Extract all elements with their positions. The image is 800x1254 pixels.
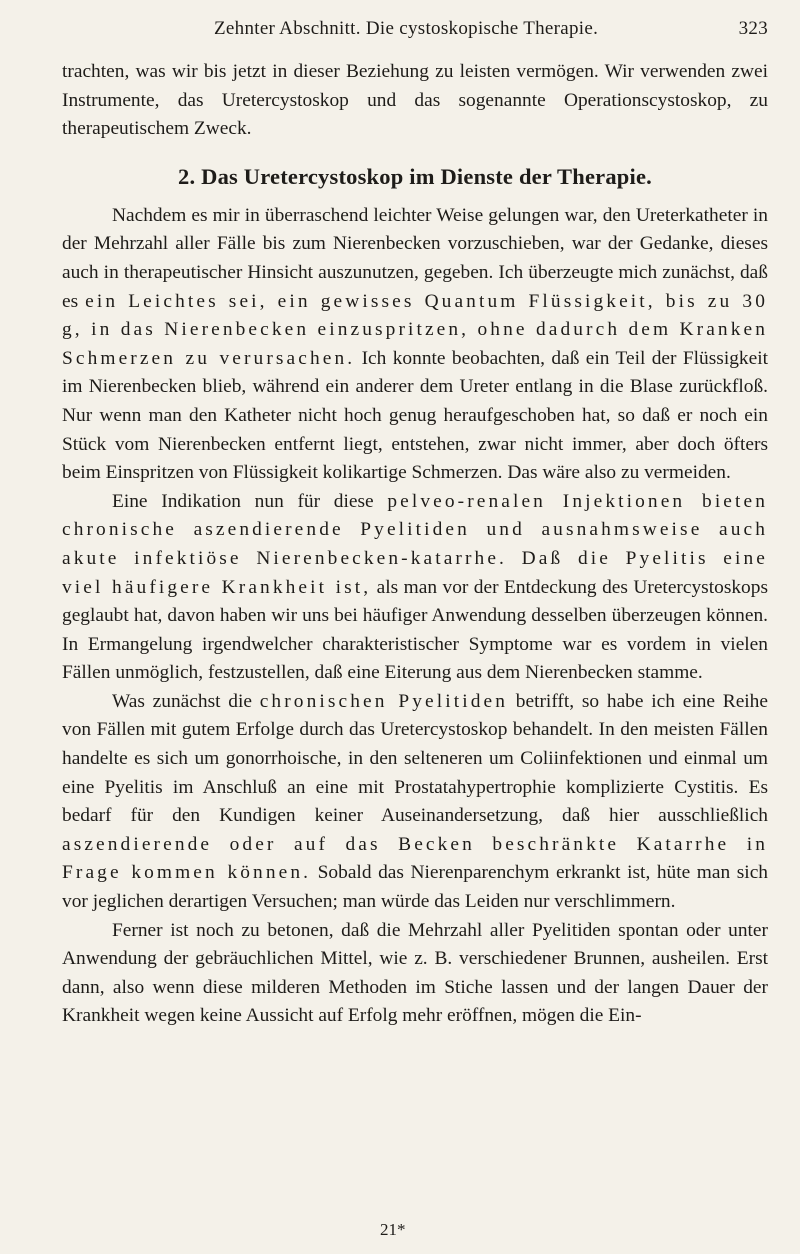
- body-text: [62, 58, 768, 1031]
- chapter-heading: Zehnter Abschnitt. Die cystoskopische Therapie.: [214, 18, 599, 39]
- running-head: [62, 18, 768, 48]
- paragraph-1-text-a: Nachdem es mir in überraschend leichter Weise gelungen war, den Ureterkatheter in der Mehrzahl aller Fälle bis zum Nierenbecken vorzuschieben, war der Gedanke, dieses auch in therapeutischer Hinsicht auszunutzen, gegeben. Ich überzeugte mich zunächst, daß es: [62, 204, 768, 312]
- paragraph-3-emphasis-2: aszendierende oder auf das Becken beschränkte Katarrhe in Frage kommen können.: [62, 833, 768, 884]
- paragraph-2-text-a: Eine Indikation nun für diese: [112, 490, 388, 512]
- intro-paragraph: trachten, was wir bis jetzt in dieser Beziehung zu leisten vermögen. Wir verwenden zwei Instrumente, das Uretercystoskop und das sogenannte Operationscystoskop, zu therapeutischem Zweck.: [62, 61, 768, 140]
- paragraph-1-text-c: Ich konnte beobachten, daß ein Teil der Flüssigkeit im Nierenbecken blieb, während ein anderer dem Ureter entlang in die Blase zurückfloß. Nur wenn man den Katheter nicht hoch genug heraufgeschoben hat, so daß er noch ein Stück vom Nierenbecken entfernt liegt, entstehen, zwar nicht immer, aber doch öfters beim Einspritzen von Flüssigkeit kolikartige Schmerzen. Das wäre also zu vermeiden.: [62, 347, 768, 484]
- paragraph-2-emphasis: pelveo-renalen Injektionen bieten chronische aszendierende Pyelitiden und ausnahmsweise auch akute infektiöse Nierenbecken-katarrhe. Daß die Pyelitis eine viel häufigere Krankheit ist,: [62, 490, 768, 598]
- paragraph-1: [62, 202, 768, 488]
- paragraph-3: [62, 688, 768, 917]
- paragraph-3-emphasis-1: chronischen Pyelitiden: [259, 690, 509, 712]
- paragraph-3-text-a: Was zunächst die: [112, 690, 260, 712]
- page-number: 323: [738, 18, 768, 39]
- paragraph-1-emphasis: ein Leichtes sei, ein gewisses Quantum Flüssigkeit, bis zu 30 g, in das Nierenbecken einzuspritzen, ohne dadurch dem Kranken Schmerzen zu verursachen.: [62, 290, 768, 369]
- section-title: 2. Das Uretercystoskop im Dienste der Therapie.: [178, 163, 652, 189]
- paragraph-3-text-e: Sobald das Nierenparenchym erkrankt ist, hüte man sich vor jeglichen derartigen Versuchen; man würde das Leiden nur verschlimmern.: [62, 862, 768, 913]
- paragraph-2: [62, 488, 768, 688]
- paragraph-4: Ferner ist noch zu betonen, daß die Mehrzahl aller Pyelitiden spontan oder unter Anwendung der gebräuchlichen Mittel, wie z. B. verschiedener Brunnen, ausheilen. Erst dann, also wenn diese milderen Methoden im Stiche lassen und der langen Dauer der Krankheit wegen keine Aussicht auf Erfolg mehr eröffnen, mögen die Ein-: [62, 919, 768, 1027]
- paragraph-2-text-c: als man vor der Entdeckung des Uretercystoskops geglaubt hat, davon haben wir uns bei häufiger Anwendung desselben überzeugen können. In Ermangelung irgendwelcher charakteristischer Symptome war es vordem in vielen Fällen unmöglich, festzustellen, daß eine Eiterung aus dem Nierenbecken stamme.: [62, 576, 768, 684]
- paragraph-3-text-c: betrifft, so habe ich eine Reihe von Fällen mit gutem Erfolge durch das Uretercystoskop behandelt. In den meisten Fällen handelte es sich um gonorrhoische, in den selteneren um Coliinfektionen und einmal um eine Pyelitis im Anschluß an eine mit Prostatahypertrophie komplizierte Cystitis. Es bedarf für den Kundigen keiner Auseinandersetzung, daß hier ausschließlich: [62, 690, 768, 827]
- printer-signature: 21*: [380, 1220, 406, 1239]
